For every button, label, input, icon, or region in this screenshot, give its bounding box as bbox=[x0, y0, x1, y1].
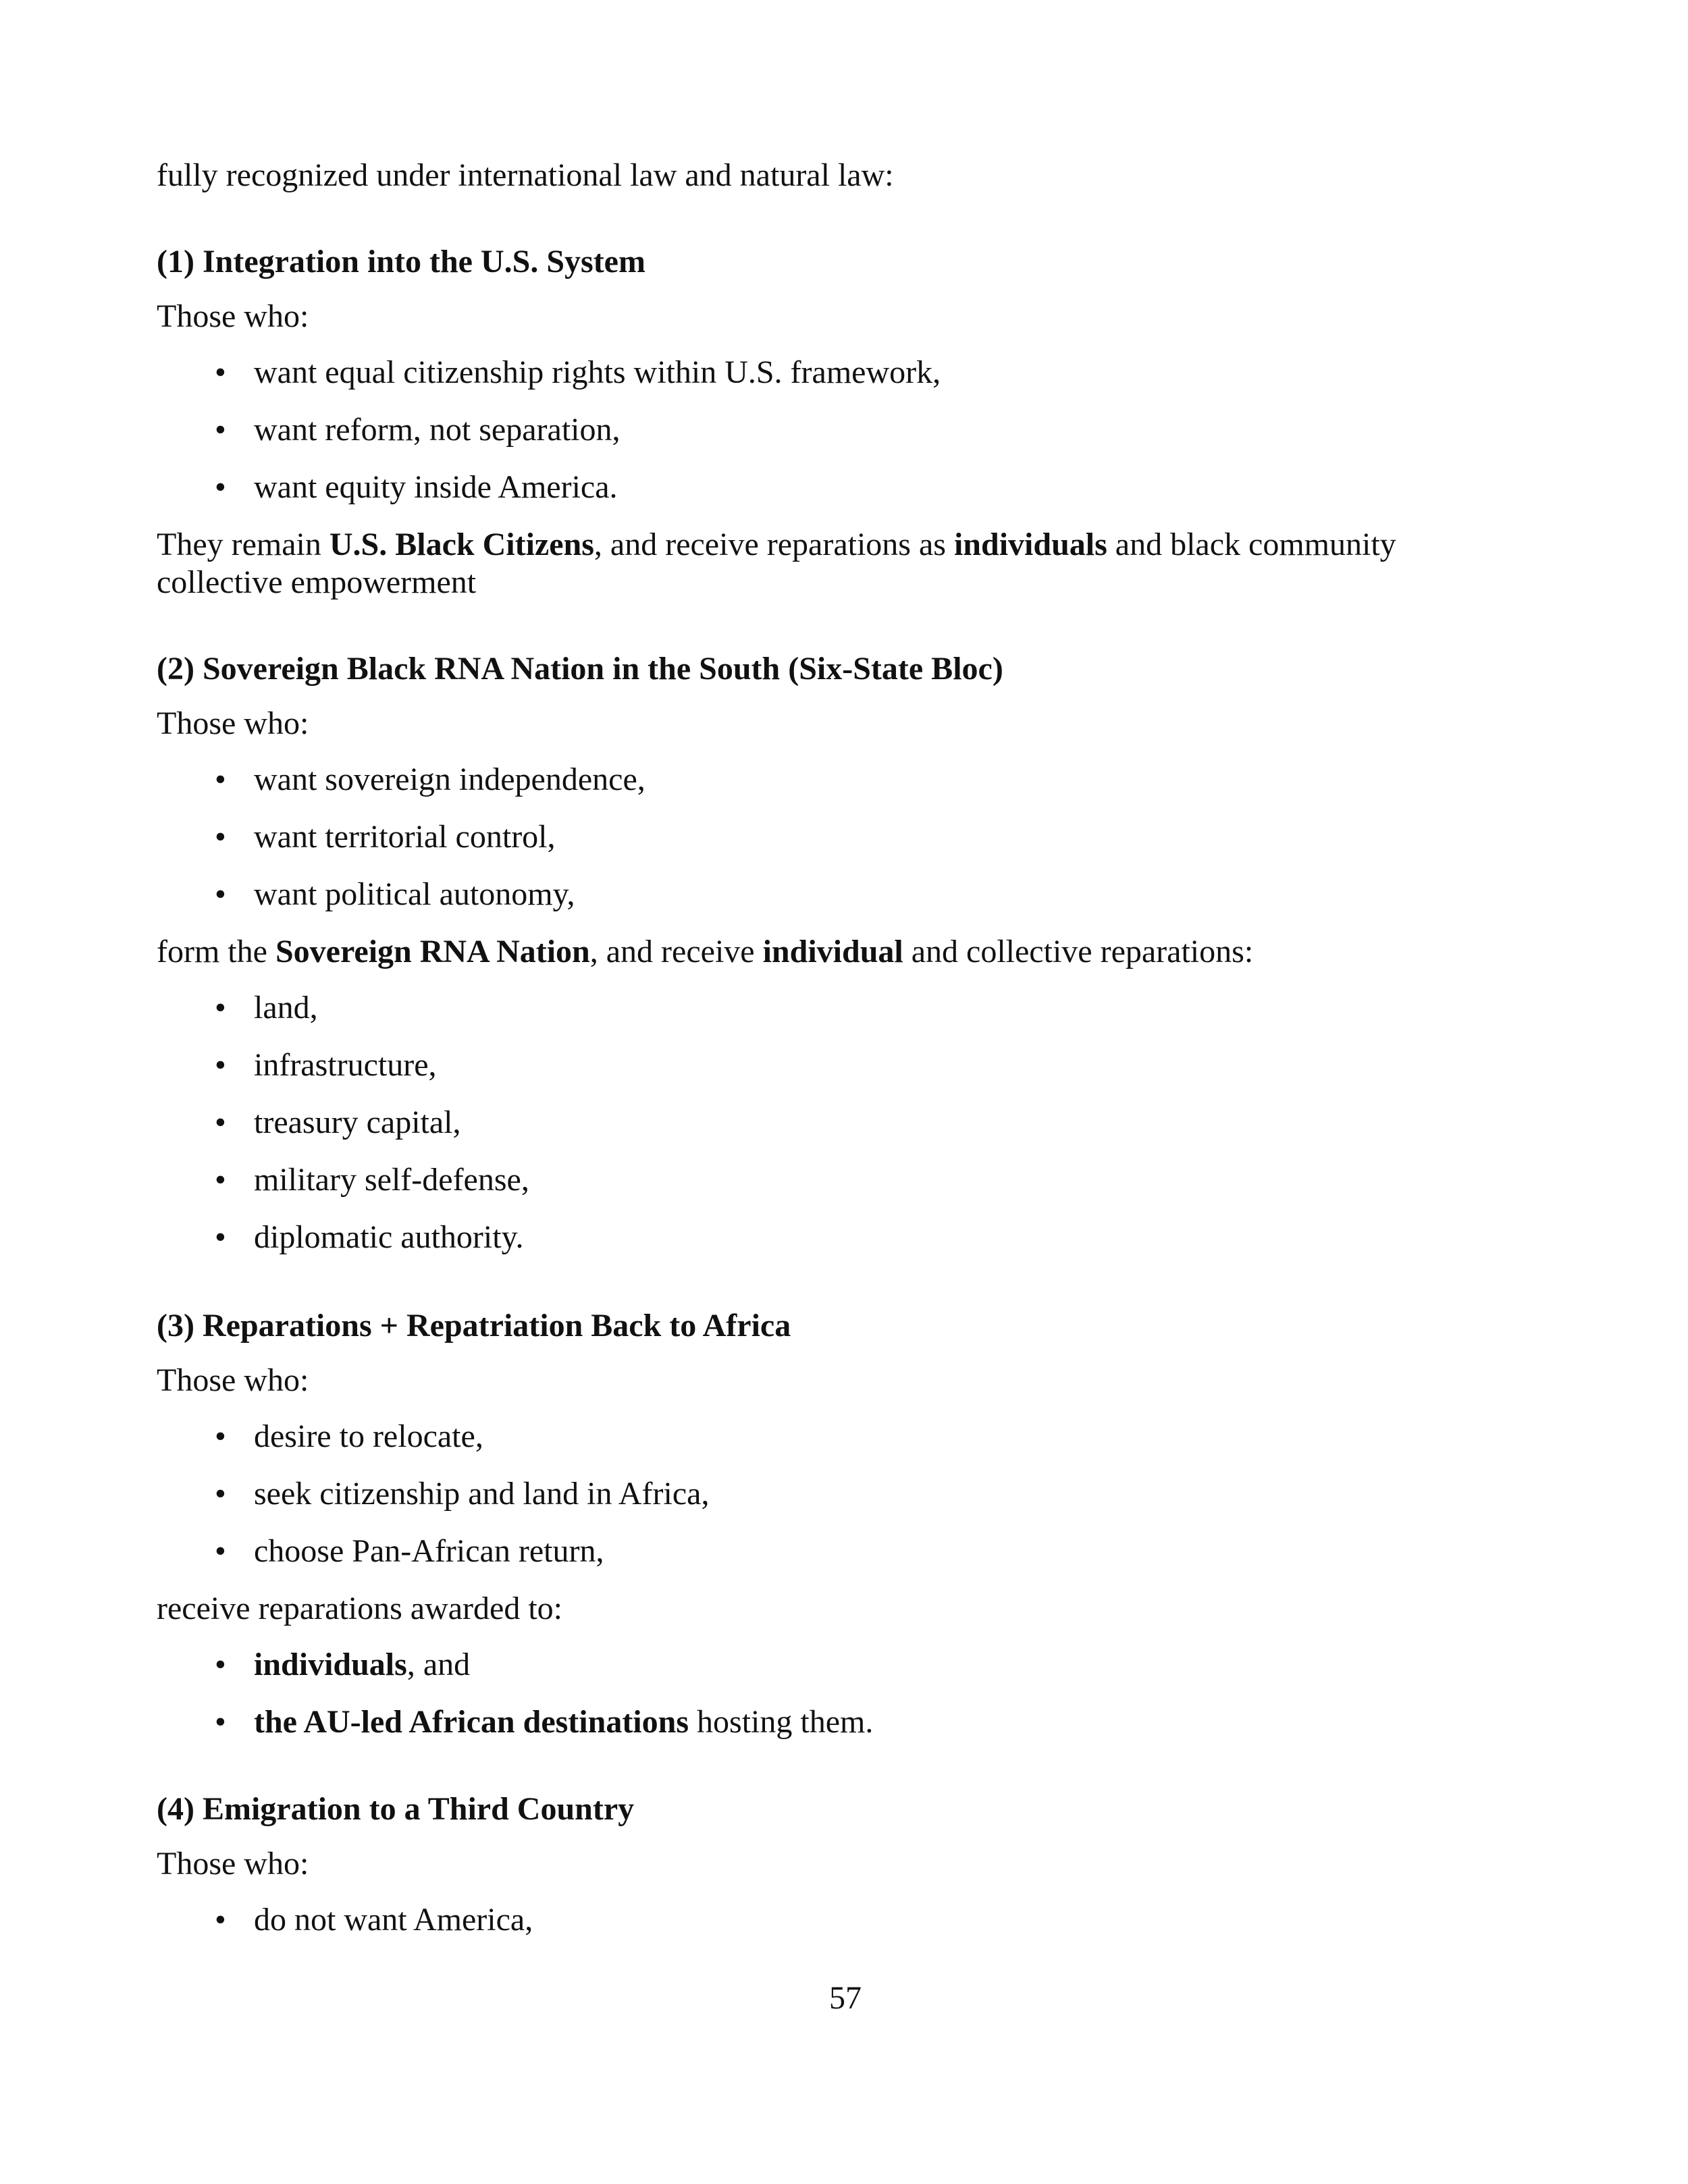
section-1-bullet: • want equity inside America. bbox=[215, 469, 618, 505]
bullet-icon: • bbox=[215, 1104, 226, 1140]
bullet-icon: • bbox=[215, 1418, 226, 1454]
reparation-item: • infrastructure, bbox=[215, 1047, 437, 1083]
section-4-bullet: • do not want America, bbox=[215, 1902, 533, 1938]
reparation-item: • diplomatic authority. bbox=[215, 1219, 524, 1255]
bullet-icon: • bbox=[215, 1476, 226, 1512]
reparation-item: • land, bbox=[215, 990, 318, 1026]
page-number: 57 bbox=[829, 1980, 862, 2016]
section-1-lead: Those who: bbox=[157, 298, 309, 334]
section-3-heading: (3) Reparations + Repatriation Back to Africa bbox=[157, 1308, 791, 1343]
document-page bbox=[157, 0, 1534, 2184]
section-2-lead: Those who: bbox=[157, 705, 309, 741]
bullet-icon: • bbox=[215, 1647, 226, 1682]
section-3-lead: Those who: bbox=[157, 1362, 309, 1398]
section-3-bullet: • desire to relocate, bbox=[215, 1418, 483, 1454]
awarded-item: • individuals, and bbox=[215, 1647, 471, 1682]
section-1-bullet: • want reform, not separation, bbox=[215, 412, 621, 448]
bullet-icon: • bbox=[215, 412, 226, 448]
bullet-icon: • bbox=[215, 1902, 226, 1938]
section-1-summary-continued: collective empowerment bbox=[157, 564, 477, 600]
awarded-item: • the AU-led African destinations hosting them. bbox=[215, 1704, 874, 1740]
bullet-icon: • bbox=[215, 876, 226, 912]
section-2-bullet: • want political autonomy, bbox=[215, 876, 575, 912]
bullet-icon: • bbox=[215, 1219, 226, 1255]
bullet-icon: • bbox=[215, 1533, 226, 1569]
section-2-bullet: • want territorial control, bbox=[215, 819, 556, 855]
reparation-item: • military self-defense, bbox=[215, 1162, 529, 1198]
bullet-icon: • bbox=[215, 469, 226, 505]
section-4-heading: (4) Emigration to a Third Country bbox=[157, 1791, 635, 1827]
bullet-icon: • bbox=[215, 1047, 226, 1083]
section-2-heading: (2) Sovereign Black RNA Nation in the South (Six-State Bloc) bbox=[157, 651, 1003, 687]
bullet-icon: • bbox=[215, 819, 226, 855]
section-1-summary: They remain U.S. Black Citizens, and receive reparations as individuals and black community bbox=[157, 527, 1396, 562]
bullet-icon: • bbox=[215, 762, 226, 797]
reparation-item: • treasury capital, bbox=[215, 1104, 461, 1140]
intro-text: fully recognized under international law and natural law: bbox=[157, 157, 894, 193]
section-3-summary: receive reparations awarded to: bbox=[157, 1591, 563, 1626]
section-4-lead: Those who: bbox=[157, 1846, 309, 1882]
bullet-icon: • bbox=[215, 1162, 226, 1198]
section-2-bullet: • want sovereign independence, bbox=[215, 762, 645, 797]
section-3-bullet: • choose Pan-African return, bbox=[215, 1533, 604, 1569]
bullet-icon: • bbox=[215, 354, 226, 390]
section-3-bullet: • seek citizenship and land in Africa, bbox=[215, 1476, 710, 1512]
section-1-heading: (1) Integration into the U.S. System bbox=[157, 244, 645, 279]
section-2-summary: form the Sovereign RNA Nation, and receive individual and collective reparations: bbox=[157, 934, 1254, 969]
section-1-bullet: • want equal citizenship rights within U.S. framework, bbox=[215, 354, 941, 390]
bullet-icon: • bbox=[215, 1704, 226, 1740]
bullet-icon: • bbox=[215, 990, 226, 1026]
